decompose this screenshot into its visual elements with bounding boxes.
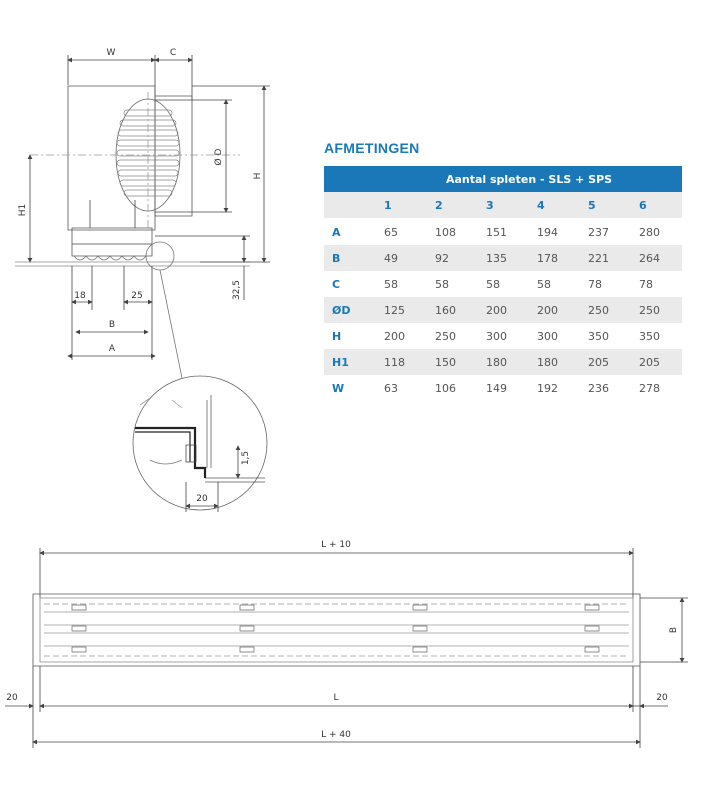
label-18: 18	[74, 291, 86, 301]
label-d: Ø D	[214, 148, 224, 166]
table-cell: 194	[537, 225, 558, 239]
table-group-header: Aantal spleten - SLS + SPS	[376, 166, 682, 192]
table-cell: 151	[486, 225, 507, 239]
table-cell: 280	[639, 225, 660, 239]
row-label: H	[332, 329, 342, 343]
table-cell: 180	[478, 349, 529, 375]
dimensions-table-section	[324, 140, 684, 401]
table-header-blank	[324, 192, 376, 219]
table-cell: 49	[376, 245, 427, 271]
row-label: W	[332, 381, 345, 395]
slot-rows	[44, 604, 629, 656]
table-cell: 300	[486, 329, 507, 343]
table-cell: 200	[384, 329, 405, 343]
row-label: C	[332, 277, 341, 291]
label-detail-20: 20	[196, 494, 208, 504]
table-cell: 118	[376, 349, 427, 375]
row-label: A	[332, 225, 341, 239]
table-cell: 237	[588, 225, 609, 239]
dimensions-table	[324, 166, 682, 401]
table-corner	[324, 166, 376, 192]
table-cell: 205	[631, 349, 682, 375]
table-cell: 108	[435, 225, 456, 239]
label-25: 25	[131, 291, 143, 301]
table-cell: 205	[580, 349, 631, 375]
table-cell: 58	[384, 277, 398, 291]
label-front-b: B	[669, 626, 679, 634]
table-header-cell: 5	[580, 192, 631, 219]
table-cell: 160	[427, 297, 478, 323]
label-h: H	[253, 172, 263, 180]
table-cell: 178	[529, 245, 580, 271]
label-l-plus-10: L + 10	[321, 540, 351, 550]
row-label: H1	[324, 349, 376, 375]
table-cell: 58	[435, 277, 449, 291]
table-cell: 58	[486, 277, 500, 291]
plenum-box	[68, 86, 155, 230]
row-label: B	[324, 245, 376, 271]
table-row	[324, 271, 682, 297]
table-cell: 78	[588, 277, 602, 291]
detail-circle	[133, 376, 267, 510]
table-cell: 58	[537, 277, 551, 291]
table-header-cell: 6	[631, 192, 682, 219]
label-a: A	[108, 344, 116, 354]
table-header-cell: 1	[376, 192, 427, 219]
table-cell: 65	[384, 225, 398, 239]
row-label: ØD	[324, 297, 376, 323]
table-cell: 250	[435, 329, 456, 343]
table-header-cell: 4	[529, 192, 580, 219]
table-cell: 300	[537, 329, 558, 343]
front-view	[5, 548, 688, 748]
label-20-left: 20	[6, 693, 18, 703]
table-cell: 180	[529, 349, 580, 375]
table-cell: 350	[639, 329, 660, 343]
diffuser-body	[72, 228, 152, 256]
table-row	[324, 375, 682, 401]
table-cell: 150	[427, 349, 478, 375]
label-l-plus-40: L + 40	[321, 730, 351, 740]
label-l: L	[333, 693, 339, 703]
table-cell: 278	[639, 381, 660, 395]
table-row	[324, 245, 682, 271]
table-header-cell: 2	[427, 192, 478, 219]
table-cell: 264	[631, 245, 682, 271]
table-cell: 135	[478, 245, 529, 271]
table-cell: 250	[631, 297, 682, 323]
table-cell: 221	[580, 245, 631, 271]
table-cell: 200	[478, 297, 529, 323]
label-b: B	[108, 320, 116, 330]
table-row	[324, 323, 682, 349]
table-title: AFMETINGEN	[324, 140, 420, 156]
table-row	[324, 219, 682, 246]
table-cell: 236	[588, 381, 609, 395]
table-cell: 125	[376, 297, 427, 323]
side-view	[15, 55, 270, 378]
table-cell: 350	[588, 329, 609, 343]
label-c: C	[169, 48, 177, 58]
label-detail-1-5: 1,5	[241, 450, 251, 466]
label-20-right: 20	[656, 693, 668, 703]
table-row	[324, 349, 682, 375]
detail-view	[133, 376, 267, 512]
front-view-labels	[6, 540, 679, 740]
table-cell: 106	[435, 381, 456, 395]
table-cell: 92	[427, 245, 478, 271]
table-cell: 192	[537, 381, 558, 395]
label-h1: H1	[18, 203, 28, 217]
table-header-row	[324, 192, 682, 219]
table-cell: 63	[384, 381, 398, 395]
label-w: W	[106, 48, 116, 58]
table-row	[324, 297, 682, 323]
table-header-cell: 3	[478, 192, 529, 219]
table-cell: 200	[529, 297, 580, 323]
table-cell: 149	[486, 381, 507, 395]
table-cell: 78	[639, 277, 653, 291]
label-32-5: 32,5	[232, 279, 242, 301]
diffuser-frame	[33, 594, 640, 666]
table-cell: 250	[580, 297, 631, 323]
